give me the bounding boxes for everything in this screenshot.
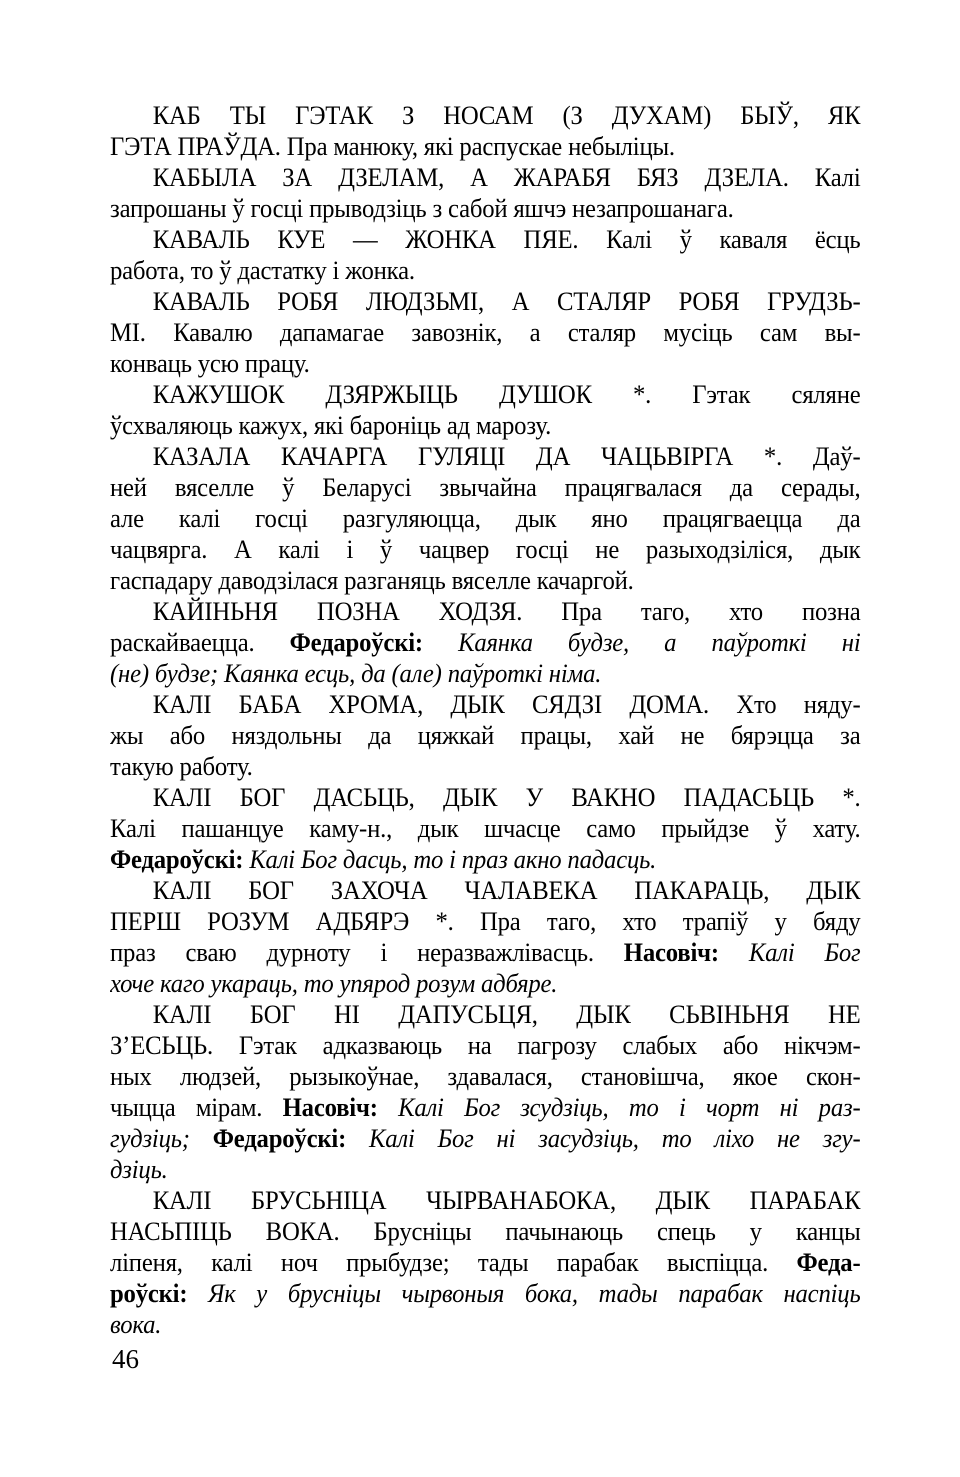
- source-name: роўскі:: [110, 1279, 209, 1308]
- quoted-proverb: Калі Бог: [748, 938, 861, 967]
- text-line: [110, 255, 861, 286]
- explanation-text: жы або няздольны да цяжкай працы, хай не бярэцца за: [110, 721, 861, 750]
- proverb-headword: КАЛІ БРУСЬНІЦА ЧЫРВАНАБОКА, ДЫК ПАРАБАК: [152, 1186, 861, 1215]
- proverb-headword: КАБЫЛА ЗА ДЗЕЛАМ, А ЖАРАБЯ БЯЗ ДЗЕЛА.: [152, 163, 815, 192]
- quoted-proverb: гудзіць;: [110, 1124, 213, 1153]
- text-column: [110, 100, 861, 1340]
- proverb-headword: КАЛІ БОГ НІ ДАПУСЬЦЯ, ДЫК СЬВІНЬНЯ НЕ: [152, 1000, 861, 1029]
- explanation-text: работа, то ў дастатку і жонка.: [110, 256, 415, 285]
- text-line: [110, 410, 861, 441]
- source-name: Федароўскі:: [110, 845, 250, 874]
- explanation-text: Гэтак адказваюць на пагрозу слабых або нікчэм-: [238, 1031, 861, 1060]
- explanation-text: Калі ў каваля ёсць: [606, 225, 861, 254]
- text-line: [110, 317, 861, 348]
- explanation-text: чацвярга. А калі і ў чацвер госці не разыходзіліся, дык: [110, 535, 861, 564]
- source-name: Феда-: [796, 1248, 861, 1277]
- source-name: Федароўскі:: [289, 628, 459, 657]
- quoted-proverb: вока.: [110, 1310, 162, 1339]
- proverb-headword: НАСЬПІЦЬ ВОКА.: [110, 1217, 374, 1246]
- text-line: [110, 534, 861, 565]
- text-line: [110, 782, 861, 813]
- quoted-proverb: Як у брусніцы чырвоныя бока, тады парабак наспіць: [208, 1279, 861, 1308]
- text-line: [110, 689, 861, 720]
- text-line: [110, 1247, 861, 1278]
- explanation-text: праз сваю дурноту і неразважлівасць.: [110, 938, 624, 967]
- quoted-proverb: Калі Бог ні засудзіць, то ліхо не згу-: [369, 1124, 861, 1153]
- text-line: [110, 162, 861, 193]
- proverb-headword: МІ.: [110, 318, 174, 347]
- explanation-text: ней вяселле ў Беларусі звычайна працягвалася да серады,: [110, 473, 861, 502]
- explanation-text: Пра манюку, які распускае небыліцы.: [286, 132, 675, 161]
- quoted-proverb: Каянка будзе, а паўроткі ні: [458, 628, 861, 657]
- text-line: [110, 1185, 861, 1216]
- text-line: [110, 627, 861, 658]
- proverb-headword: КАВАЛЬ РОБЯ ЛЮДЗЬМІ, А СТАЛЯР РОБЯ ГРУДЗЬ-: [152, 287, 861, 316]
- text-line: [110, 379, 861, 410]
- text-line: [110, 813, 861, 844]
- explanation-text: такую работу.: [110, 752, 253, 781]
- quoted-proverb: Калі Бог зсудзіць, то і чорт ні раз-: [398, 1093, 861, 1122]
- explanation-text: Калі: [814, 163, 861, 192]
- proverb-headword: КАЗАЛА КАЧАРГА ГУЛЯЦІ ДА ЧАЦЬВІРГА *.: [152, 442, 813, 471]
- text-line: [110, 1030, 861, 1061]
- proverb-headword: КАЙІНЬНЯ ПОЗНА ХОДЗЯ.: [152, 597, 562, 626]
- explanation-text: але калі госці разгуляюцца, дык яно працягваецца да: [110, 504, 861, 533]
- explanation-text: чыцца мірам.: [110, 1093, 283, 1122]
- text-line: [110, 286, 861, 317]
- text-line: [110, 844, 861, 875]
- text-line: [110, 1123, 861, 1154]
- text-line: [110, 131, 861, 162]
- explanation-text: Пра таго, хто позна: [561, 597, 861, 626]
- text-line: [110, 1278, 861, 1309]
- proverb-headword: КАВАЛЬ КУЕ — ЖОНКА ПЯЕ.: [152, 225, 607, 254]
- text-line: [110, 193, 861, 224]
- quoted-proverb: хоче каго укараць, то упярод розум адбяре.: [110, 969, 558, 998]
- explanation-text: раскайваецца.: [110, 628, 290, 657]
- text-line: [110, 1216, 861, 1247]
- text-line: [110, 472, 861, 503]
- proverb-headword: ГЭТА ПРАЎДА.: [110, 132, 287, 161]
- explanation-text: ўсхваляюць кажух, які бароніць ад марозу.: [110, 411, 552, 440]
- text-line: [110, 1154, 861, 1185]
- text-line: [110, 100, 861, 131]
- explanation-text: ных людзей, рызыкоўнае, здавалася, становішча, якое скон-: [110, 1062, 861, 1091]
- text-line: [110, 1309, 861, 1340]
- explanation-text: Брусніцы пачынаюць спець у канцы: [373, 1217, 861, 1246]
- explanation-text: Калі пашанцуе каму-н., дык шчасце само прыйдзе ў хату.: [110, 814, 861, 843]
- source-name: Насовіч:: [282, 1093, 399, 1122]
- explanation-text: ліпеня, калі ноч прыбудзе; тады парабак выспіцца.: [110, 1248, 797, 1277]
- text-line: [110, 906, 861, 937]
- text-line: [110, 999, 861, 1030]
- text-line: [110, 937, 861, 968]
- explanation-text: Кавалю дапамагае завознік, а сталяр мусіць сам вы-: [173, 318, 861, 347]
- proverb-headword: КАЖУШОК ДЗЯРЖЫЦЬ ДУШОК *.: [152, 380, 693, 409]
- source-name: Федароўскі:: [212, 1124, 370, 1153]
- quoted-proverb: дзіць.: [110, 1155, 168, 1184]
- text-line: [110, 441, 861, 472]
- quoted-proverb: Калі Бог дасць, то і праз акно падасць.: [249, 845, 657, 874]
- text-line: [110, 348, 861, 379]
- proverb-headword: ПЕРШ РОЗУМ АДБЯРЭ *.: [110, 907, 480, 936]
- text-line: [110, 720, 861, 751]
- text-line: [110, 224, 861, 255]
- proverb-headword: КАБ ТЫ ГЭТАК З НОСАМ (З ДУХАМ) БЫЎ, ЯК: [152, 101, 861, 130]
- proverb-headword: КАЛІ БОГ ДАСЬЦЬ, ДЫК У ВАКНО ПАДАСЬЦЬ *.: [152, 783, 861, 812]
- explanation-text: Даў-: [812, 442, 861, 471]
- text-line: [110, 751, 861, 782]
- text-line: [110, 875, 861, 906]
- text-line: [110, 1061, 861, 1092]
- page-number: 46: [112, 1344, 139, 1374]
- text-line: [110, 565, 861, 596]
- proverb-headword: КАЛІ БОГ ЗАХОЧА ЧАЛАВЕКА ПАКАРАЦЬ, ДЫК: [152, 876, 861, 905]
- text-line: [110, 658, 861, 689]
- proverb-headword: КАЛІ БАБА ХРОМА, ДЫК СЯДЗІ ДОМА.: [152, 690, 737, 719]
- explanation-text: конваць усю працу.: [110, 349, 310, 378]
- text-line: [110, 1092, 861, 1123]
- explanation-text: запрошаны ў госці прыводзіць з сабой яшчэ незапрошанага.: [110, 194, 734, 223]
- explanation-text: Пра таго, хто трапіў у бяду: [479, 907, 861, 936]
- explanation-text: гаспадару даводзілася разганяць вяселле качаргой.: [110, 566, 634, 595]
- text-line: [110, 503, 861, 534]
- proverb-headword: З’ЕСЬЦЬ.: [110, 1031, 239, 1060]
- explanation-text: Гэтак сяляне: [692, 380, 861, 409]
- source-name: Насовіч:: [623, 938, 749, 967]
- text-line: [110, 968, 861, 999]
- text-line: [110, 596, 861, 627]
- explanation-text: Хто няду-: [736, 690, 861, 719]
- quoted-proverb: (не) будзе; Каянка есць, да (але) паўроткі німа.: [110, 659, 602, 688]
